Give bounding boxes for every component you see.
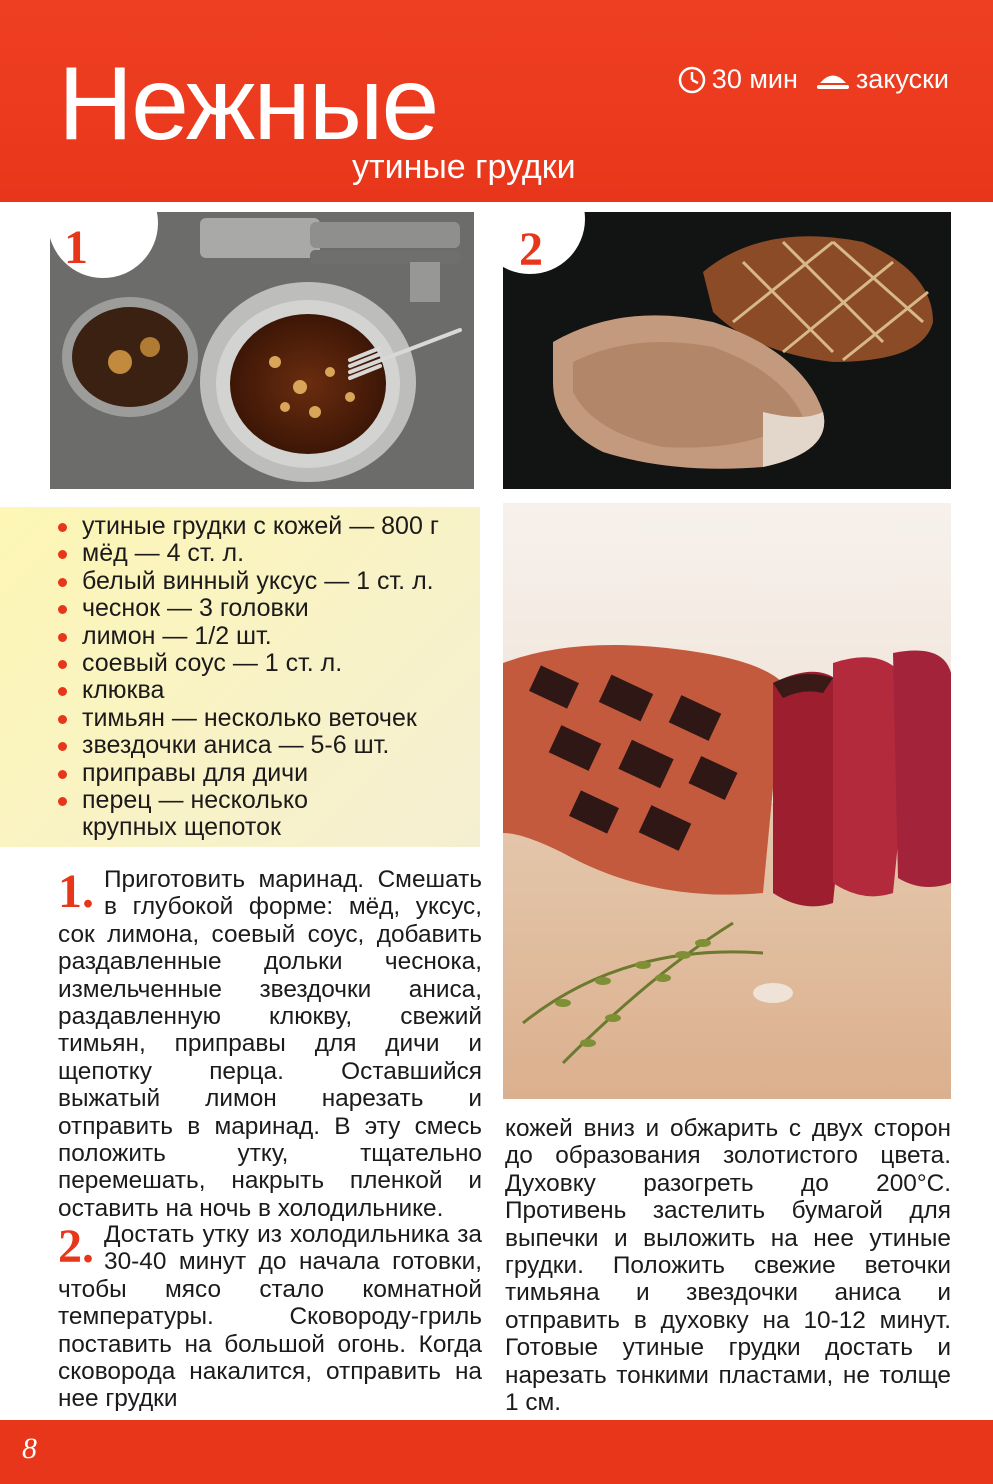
bullet-icon bbox=[58, 797, 67, 806]
page-number: 8 bbox=[22, 1432, 37, 1465]
bullet-icon bbox=[58, 550, 67, 559]
ingredient-item: белый винный уксус — 1 ст. л. bbox=[58, 568, 480, 595]
ingredient-item: клюква bbox=[58, 677, 480, 704]
step-number: 2. bbox=[58, 1220, 94, 1273]
header-banner bbox=[0, 0, 993, 202]
ingredient-item: мёд — 4 ст. л. bbox=[58, 540, 480, 567]
step-text: Приготовить маринад. Смешать в глубокой форме: мёд, уксус, сок лимона, соевый соус, добавить раздавленные дольки чеснока, измельченные звездочки аниса, раздавленную клюкву, свежий тимьян, приправы для дичи и щепотку перца. Оставшийся выжатый лимон нарезать и отправить в маринад. В эту смесь положить утку, тщательно перемешать, накрыть пленкой и оставить на ночь в холодильнике. bbox=[58, 866, 482, 1222]
step-number: 1. bbox=[58, 865, 94, 918]
recipe-meta bbox=[678, 64, 949, 95]
ingredients-panel bbox=[0, 507, 480, 847]
ingredient-item: утиные грудки с кожей — 800 г bbox=[58, 513, 480, 540]
page-subtitle: утиные грудки bbox=[352, 148, 576, 186]
step-1 bbox=[58, 866, 482, 1222]
page-title: Нежные bbox=[58, 46, 438, 162]
bullet-icon bbox=[58, 770, 67, 779]
bullet-icon bbox=[58, 523, 67, 532]
clock-icon bbox=[678, 66, 706, 94]
recipe-category bbox=[816, 64, 949, 95]
bullet-icon bbox=[58, 633, 67, 642]
bullet-icon bbox=[58, 687, 67, 696]
cooking-time bbox=[678, 64, 798, 95]
ingredient-item: соевый соус — 1 ст. л. bbox=[58, 650, 480, 677]
ingredient-item: приправы для дичи bbox=[58, 760, 480, 787]
bullet-icon bbox=[58, 742, 67, 751]
ingredient-item: лимон — 1/2 шт. bbox=[58, 623, 480, 650]
photo-step-number: 1 bbox=[64, 221, 88, 274]
bullet-icon bbox=[58, 605, 67, 614]
ingredient-item: перец — несколько крупных щепоток bbox=[58, 787, 408, 842]
step-text: Достать утку из холодильника за 30-40 минут до начала готовки, чтобы мясо стало комнатной температуры. Сковороду-гриль поставить на большой огонь. Когда сковорода накалится, отправить на нее грудки bbox=[58, 1221, 482, 1413]
dish-icon bbox=[816, 68, 850, 92]
finished-dish-photo bbox=[503, 503, 951, 1099]
step2-photo bbox=[503, 212, 951, 489]
ingredient-item: звездочки аниса — 5-6 шт. bbox=[58, 732, 480, 759]
ingredient-item: чеснок — 3 головки bbox=[58, 595, 480, 622]
step-2-continued: кожей вниз и обжарить с двух сторон до образования золотистого цвета. Духовку разогреть до 200°С. Противень застелить бумагой для выпечки и выложить на нее утиные грудки. Положить свежие веточки тимьяна и звездочки аниса и отправить в духовку на 10-12 минут. Готовые утиные грудки достать и нарезать тонкими пластами, не толще 1 см. bbox=[505, 1115, 951, 1417]
step1-photo bbox=[50, 212, 474, 489]
bullet-icon bbox=[58, 660, 67, 669]
cooking-time-text: 30 мин bbox=[711, 64, 798, 94]
bullet-icon bbox=[58, 715, 67, 724]
step-2 bbox=[58, 1221, 482, 1413]
recipe-category-text: закуски bbox=[855, 64, 949, 94]
footer-bar bbox=[0, 1420, 993, 1484]
photo-step-number: 2 bbox=[519, 223, 543, 276]
ingredients-list bbox=[58, 513, 480, 842]
ingredient-item: тимьян — несколько веточек bbox=[58, 705, 480, 732]
bullet-icon bbox=[58, 578, 67, 587]
